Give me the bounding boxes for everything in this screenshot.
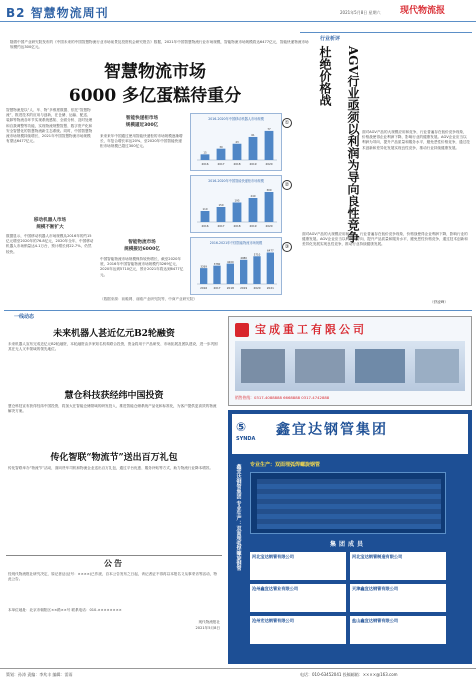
agv-title-sub: 杜绝价格战 (318, 46, 332, 106)
notice-date: 2021年5月8日 (195, 626, 220, 630)
chart-1-bar (201, 154, 210, 160)
member-name-5: 沧州宏达钢管有限公司 (252, 618, 294, 623)
page-header (0, 0, 476, 22)
synda-spec-lines (257, 479, 441, 529)
chart-1-bar (217, 148, 226, 159)
chart-3-tick-label: 2020 (253, 285, 261, 290)
chart-1-bar (265, 131, 274, 160)
baocheng-company: 宝成重工有限公司 (255, 323, 367, 336)
notice-rule (6, 555, 222, 556)
chart-1-title: 2016-2020年中国移动机器人市场规模 (208, 117, 264, 121)
news3-body: 传化智联举办“物流节”活动，面向货车司机和物流企业送出百万礼包，通过平台优惠、服务补贴等方式，助力物流行业降本增效。 (8, 466, 213, 470)
section-divider (4, 310, 472, 311)
chart-3-tick-label: 2021 (266, 285, 274, 290)
chart-2-tick-label: 2016 (201, 223, 209, 228)
member-card-4 (350, 584, 446, 612)
notice-body: 经现代物流报社研究决定，原记者证(证号：××××)已作废，自本公告发布之日起，该记者证不得再以本报名义从事采访等活动，特此公告。 (8, 572, 217, 582)
chart-1-bar (233, 144, 242, 160)
product-photo-4 (415, 349, 459, 383)
chart-1-tick-label: 2017 (217, 161, 225, 166)
agv-title-main: AGV行业亟须以利润为导向良性竞争 (346, 46, 360, 243)
member-name-3: 沧州鑫宜达管业有限公司 (252, 586, 299, 591)
subhead-locker-1: 智能快递柜市场 (125, 116, 159, 121)
member-card-3 (250, 584, 346, 612)
baocheng-product-photos (235, 341, 465, 391)
chart-1-tick-label: 2018 (233, 161, 241, 166)
section-title: B2 智慧物流周刊 (6, 6, 109, 20)
data-source: （数据来源：前瞻网、前瞻产业研究院等，中商产业研究院） (100, 297, 198, 301)
chart-2-tick-label: 2018 (233, 223, 241, 228)
news2-title: 慧仓科技获经纬中国投资 (64, 391, 164, 401)
synda-logo-icon: ⑤ (236, 420, 247, 434)
chart-1-tick-label: 2019 (249, 161, 257, 166)
chart-3-bar (200, 268, 207, 284)
news1-body: 未来机器人宣布完成近亿元B2轮融资，本轮融资由多家知名机构联合投资，资金将用于产品研发、市场拓展及团队建设，进一步巩固其在无人叉车领域的领先地位。 (8, 342, 218, 352)
agv-top-rule (300, 32, 472, 33)
chart-2-bar (201, 211, 210, 222)
article-column-2b: 中国智能物流市场规模保持较快增长，截至2020年底，2016年中国智能物流市场规模约3269亿元，2020年达到5710亿元，预计2021年将达到6477亿元。 (100, 257, 184, 277)
ad-synda (228, 410, 472, 664)
footer-contact: 电话：010-63452041 投稿邮箱：××××@163.com (300, 672, 398, 677)
chart-1-tick-label: 2016 (201, 161, 209, 166)
chart-3-value-label: 5710 (253, 253, 261, 257)
agv-section-tag: 行业析评 (320, 36, 341, 42)
chart-1-value-label: 77 (267, 127, 271, 131)
member-name-1: 河北宝达钢管有限公司 (252, 554, 294, 559)
member-card-5 (250, 616, 346, 644)
synda-group-label: 集团成员 (329, 541, 366, 548)
chart-3-bar (213, 265, 220, 283)
member-card-6 (350, 616, 446, 644)
chart-2-bar (265, 192, 274, 222)
subhead-logistics-2: 规模接近6000亿 (124, 247, 160, 252)
synda-sidebar: 鑫宜达钢管集团 专业生产：双面埋弧焊螺旋钢管 (235, 464, 242, 571)
baocheng-contact: 销售热线：0317-4088888 6668888 0317-4742888 (235, 395, 330, 400)
chart-1-value-label: 30 (219, 145, 223, 149)
agv-body: 面对AGV产品的大规模应用和竞争，行业普遍存在低价竞争现象，价格战使得企业利润下降，影响行业的健康发展。AGV企业应当以利润为导向，提升产品质量和服务水平，避免恶性价格竞争，通过技术创新和差异化发展实现良性竞争，推动行业持续健康发展。 (362, 130, 470, 150)
news1-title: 未来机器人甚近亿元B2轮融资 (53, 329, 175, 339)
chart-3-svg (191, 246, 281, 292)
chart-2-bar (233, 202, 242, 222)
main-title-line1: 智慧物流市场 (104, 62, 206, 82)
member-name-6: 盐山鑫宜达钢管有限公司 (352, 618, 399, 623)
chart-1-tick-label: 2020 (265, 161, 273, 166)
chart-3-bar (227, 263, 234, 283)
agv-body-cont: 面对AGV产品的大规模应用和竞争，行业普遍存在低价竞争现象，价格战使得企业利润下降，影响行业的健康发展。AGV企业应当以利润为导向，提升产品质量和服务水平，避免恶性价格竞争，通过技术创新和差异化发展实现良性竞争，推动行业持续健康发展。 (302, 232, 468, 247)
chart-3 (190, 237, 282, 295)
chart-2-tick-label: 2019 (249, 223, 257, 228)
notice-title: 公告 (104, 559, 124, 568)
chart-2-value-label: 195 (234, 199, 240, 203)
chart-1-value-label: 15 (203, 151, 207, 155)
newspaper-logo: 现代物流报 (400, 6, 446, 16)
main-title-line2: 6000 多亿蛋糕待重分 (68, 86, 242, 106)
chart-3-bar (253, 256, 260, 284)
chart-1-value-label: 43 (235, 140, 239, 144)
page-footer (0, 668, 476, 680)
chart-3-bar (267, 252, 274, 283)
chart-3-tick-label: 2017 (213, 285, 221, 290)
synda-company: 鑫宜达钢管集团 (276, 422, 388, 438)
footer-editors: 策划：孙涛 责编：李兆丰 编辑：雷雨 (6, 672, 73, 677)
chart-3-number: ③ (282, 242, 292, 252)
subhead-robot-1: 移动机器人市场 (33, 218, 67, 223)
article-column-1: 智慧物流是以“人、车、物”多维度数据、依托“智慧物流”，推进技术的应用与创新，在仓储、运输、配送、装卸等物流各环节实现系统感知、全面分析、及时处理和自我调整等功能，实现物流规整智慧、数字资产化和安全智慧化的智慧物流新生态系统。同时，中国智慧物流市场规模持续增长，2021年中国智慧物流市场规模有望达6477亿元。 (6, 108, 93, 144)
chart-2-value-label: 300 (266, 188, 272, 192)
chart-2-tick-label: 2020 (265, 223, 273, 228)
chart-3-tick-label: 2019 (240, 285, 248, 290)
news-section-tag: 一线动态 (14, 314, 35, 320)
chart-2-number: ② (282, 180, 292, 190)
chart-2-bar (249, 198, 258, 222)
notice-contact: 本单位地址：北京市朝阳区××路××号 联系电话：010-×××××××× (8, 608, 122, 612)
chart-2-value-label: 150 (218, 203, 224, 207)
member-name-4: 天津鑫宜达钢管有限公司 (352, 586, 399, 591)
chart-1-value-label: 61 (251, 133, 255, 137)
chart-3-bar (240, 260, 247, 284)
subhead-robot-2: 规模不断扩大 (36, 225, 64, 230)
synda-banner (232, 414, 468, 454)
chart-2-bar (217, 207, 226, 222)
synda-brand: SYNDA (236, 436, 256, 442)
chart-3-value-label: 4200 (227, 260, 234, 264)
chart-2 (190, 175, 282, 233)
news2-body: 慧仓科技宣布获得经纬中国投资，将加大在智能仓储领域的研发投入，推进智能仓储系统产品化和标准化，为客户提供更高效的物流解决方案。 (8, 404, 217, 414)
chart-3-value-label: 4980 (240, 256, 247, 260)
subhead-locker-2: 规模逼近300亿 (125, 123, 159, 128)
chart-2-tick-label: 2017 (217, 223, 225, 228)
chart-1-svg (191, 122, 281, 168)
chart-2-value-label: 240 (250, 194, 256, 198)
intro-text: 随着中国产业研究院发布的《中国未来的中国智慧物流行业市场前景及投资机会研究报告》数据，2021年中国智慧物流行业市场规模，智能物流市场规模将达6477亿元，智能快递物流市场规模约达300亿元。 (10, 40, 309, 50)
chart-2-svg (191, 184, 281, 230)
member-card-1 (250, 552, 346, 580)
chart-3-title: 2016-2021年中国智能物流市场规模 (209, 241, 263, 245)
member-name-2: 河北宝达钢管制造有限公司 (352, 554, 403, 559)
product-photo-2 (295, 349, 345, 383)
product-photo-3 (355, 349, 405, 383)
agv-author: （舒凌峰） (430, 300, 448, 304)
chart-3-value-label: 6477 (267, 249, 274, 253)
news3-title: 传化智联“物流节”送出百万礼包 (50, 453, 178, 463)
chart-1-bar (249, 137, 258, 160)
member-card-2 (350, 552, 446, 580)
chart-1-number: ① (282, 118, 292, 128)
chart-2-value-label: 110 (202, 207, 208, 211)
notice-signer: 现代物流报社 (198, 620, 220, 624)
chart-3-value-label: 3780 (213, 262, 221, 266)
chart-3-value-label: 3269 (200, 265, 207, 269)
synda-spec-box (250, 472, 446, 534)
chart-3-tick-label: 2018 (226, 285, 234, 290)
subhead-logistics-1: 智能物流市场 (128, 240, 156, 245)
chart-3-tick-label: 2016 (200, 285, 208, 290)
article-column-2: 来来来年中国通过使用智能快递柜的市场规模逐渐增长，年复合增长率达20%，至2020年中国智能快递柜市场规模已超过300亿元。 (100, 134, 183, 149)
product-photo-1 (241, 349, 285, 383)
chart-2-title: 2016-2020年中国智能快递柜市场规模 (208, 179, 264, 183)
ad-baocheng (228, 316, 472, 406)
baocheng-logo-icon (235, 323, 249, 337)
issue-date: 2021年5月8日 星期六 (340, 10, 381, 15)
chart-1 (190, 113, 282, 171)
article-column-1b: 数据显示，中国移动机器人市场规模从2016年的约15亿元增至2020年的76.8亿元，2020年全年，中国移动机器人市场销量达4.1万台，预计增长到22.7%，仍然较快。 (6, 234, 94, 254)
synda-slogan: 专业生产：双面埋弧焊螺旋钢管 (250, 462, 321, 468)
